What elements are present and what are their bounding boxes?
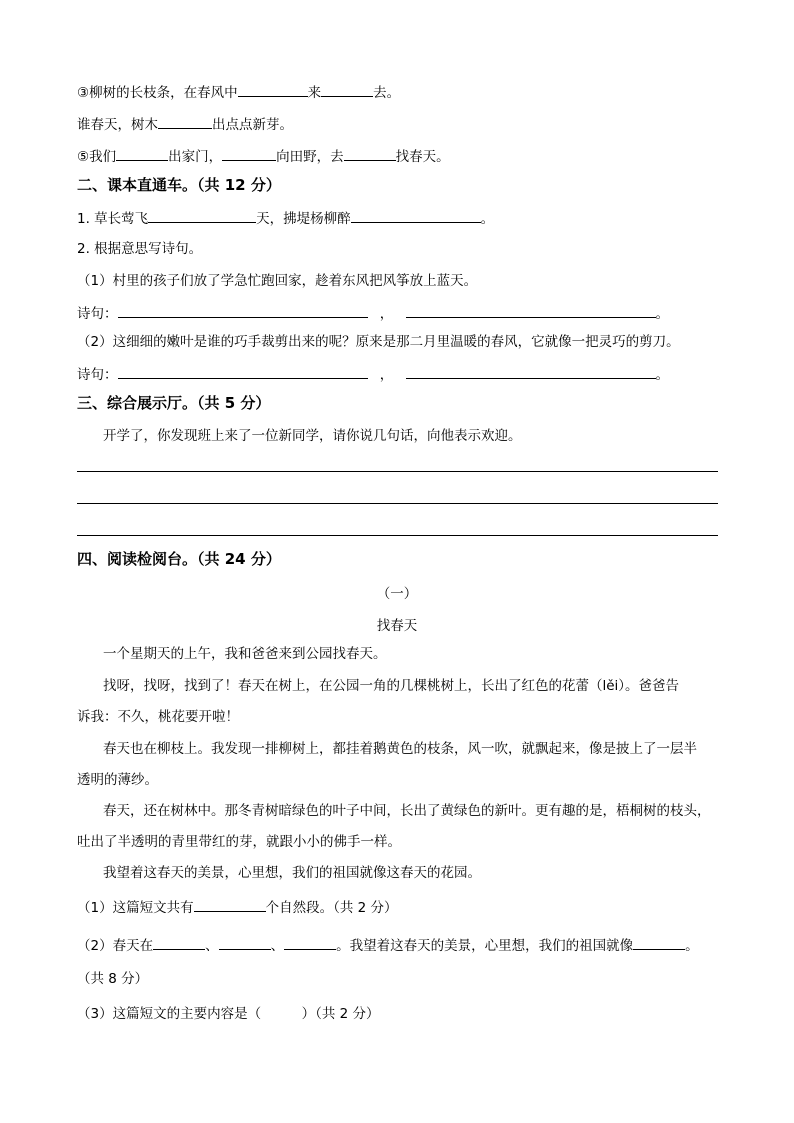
line-text: ③柳树的长枝条，在春风中: [77, 85, 238, 101]
blank[interactable]: [118, 303, 368, 318]
question-2-2-2: （2）这细细的嫩叶是谁的巧手裁剪出来的呢？原来是那二月里温暖的春风，它就像一把灵巧的剪刀。: [77, 334, 680, 350]
blank[interactable]: [222, 146, 276, 161]
question-4-2: [77, 935, 699, 955]
passage-paragraph-2: 找呀，找呀，找到了！春天在树上，在公园一角的几棵桃树上，长出了红色的花蕾（lěi）。爸爸告: [103, 678, 680, 694]
passage-paragraph-3-cont: 透明的薄纱。: [77, 772, 158, 788]
passage-paragraph-2-cont: 诉我：不久，桃花要开啦！: [77, 709, 239, 725]
question-4-1: [77, 897, 398, 917]
line-text: 诗句：: [77, 306, 118, 322]
blank[interactable]: [321, 82, 373, 97]
blank[interactable]: [406, 303, 656, 318]
poem-answer-line-2: [77, 364, 669, 384]
line-text: （1）这篇短文共有: [77, 900, 194, 916]
line-text: 。我望着这春天的美景，心里想，我们的祖国就像: [336, 938, 634, 954]
blank[interactable]: [406, 364, 656, 379]
blank[interactable]: [633, 935, 685, 950]
blank[interactable]: [118, 364, 368, 379]
line-text: 。: [480, 211, 495, 227]
answer-line[interactable]: [77, 535, 718, 536]
passage-paragraph-3: 春天也在柳枝上。我发现一排柳树上，都挂着鹅黄色的枝条，风一吹，就飘起来，像是披上了一层半: [103, 741, 697, 757]
line-text: 出点点新芽。: [212, 117, 293, 133]
passage-paragraph-4-cont: 吐出了半透明的青里带红的芽，就跟小小的佛手一样。: [77, 834, 401, 850]
blank[interactable]: [219, 935, 271, 950]
line-text: 谁春天，树木: [77, 117, 158, 133]
line-text: 个自然段。（共 2 分）: [265, 900, 398, 916]
line-text: 诗句：: [77, 367, 118, 383]
section-3-prompt: 开学了，你发现班上来了一位新同学，请你说几句话，向他表示欢迎。: [103, 428, 522, 444]
line-text: 。: [655, 306, 669, 322]
line-text: 来: [307, 85, 322, 101]
passage-paragraph-5: 我望着这春天的美景，心里想，我们的祖国就像这春天的花园。: [103, 865, 481, 881]
blank[interactable]: [158, 114, 212, 129]
line-text: 向田野，去: [276, 149, 344, 165]
line-text: 出家门，: [168, 149, 223, 165]
line-text: 、: [270, 938, 285, 954]
line-text: （2）春天在: [77, 938, 154, 954]
blank[interactable]: [284, 935, 336, 950]
line-text: 天，拂堤杨柳醉: [256, 211, 351, 227]
blank[interactable]: [238, 82, 308, 97]
question-2-2: 2. 根据意思写诗句。: [77, 241, 203, 257]
line-text: 、: [205, 938, 219, 954]
line-text: ，: [379, 306, 394, 322]
line-text: ，: [379, 367, 394, 383]
passage-title: 找春天: [376, 618, 418, 634]
fill-blank-line-5: [77, 146, 450, 166]
passage-number: （一）: [376, 586, 418, 602]
blank[interactable]: [153, 935, 205, 950]
question-2-1: [77, 208, 494, 228]
line-text: 找春天。: [395, 149, 450, 165]
line-text: ⑤我们: [77, 149, 117, 165]
question-2-2-1: （1）村里的孩子们放了学急忙跑回家，趁着东风把风筝放上蓝天。: [77, 273, 478, 289]
line-text: 。: [685, 938, 699, 954]
poem-answer-line-1: [77, 303, 669, 323]
line-text: 。: [655, 367, 669, 383]
section-2-heading: 二、课本直通车。（共 12 分）: [77, 176, 281, 194]
passage-paragraph-1: 一个星期天的上午，我和爸爸来到公园找春天。: [103, 646, 387, 662]
fill-blank-line-4: [77, 114, 293, 134]
section-4-heading: 四、阅读检阅台。（共 24 分）: [77, 550, 281, 568]
blank[interactable]: [116, 146, 168, 161]
answer-line[interactable]: [77, 503, 718, 504]
answer-line[interactable]: [77, 471, 718, 472]
blank[interactable]: [148, 208, 256, 223]
fill-blank-line-3: [77, 82, 400, 102]
blank[interactable]: [344, 146, 396, 161]
line-text: 去。: [373, 85, 401, 101]
section-3-heading: 三、综合展示厅。（共 5 分）: [77, 394, 271, 412]
blank[interactable]: [351, 208, 481, 223]
line-text: 1. 草长莺飞: [77, 211, 149, 227]
passage-paragraph-4: 春天，还在树林中。那冬青树暗绿色的叶子中间，长出了黄绿色的新叶。更有趣的是，梧桐树的枝头，: [103, 803, 711, 819]
blank[interactable]: [194, 897, 266, 912]
question-4-3: （3）这篇短文的主要内容是（ ）（共 2 分）: [77, 1006, 380, 1022]
question-4-2-score: （共 8 分）: [77, 971, 149, 987]
